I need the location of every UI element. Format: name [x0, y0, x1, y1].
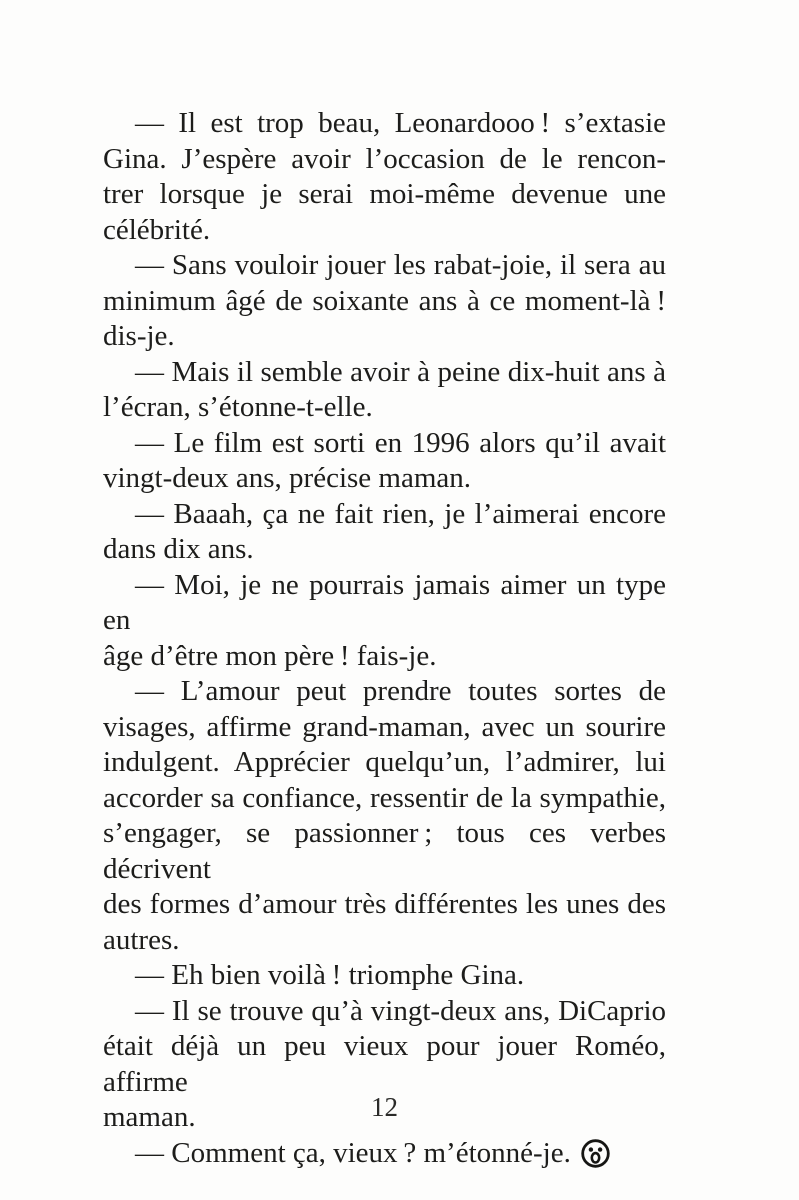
text-line: vingt-deux ans, précise maman.: [103, 462, 472, 494]
text-line: — Comment ça, vieux ? m’étonné-je.: [103, 1136, 666, 1172]
text-line: — Il se trouve qu’à vingt-deux ans, DiCaprio: [135, 994, 666, 1027]
text-line: — Eh bien voilà ! triomphe Gina.: [135, 959, 525, 991]
astonished-face-emoji: [580, 1138, 611, 1169]
text-line: maman.: [103, 1101, 196, 1133]
paragraph: [103, 958, 666, 994]
text-line: dans dix ans.: [103, 533, 254, 565]
text-line: Gina. J’espère avoir l’occasion de le rencon-: [103, 142, 666, 175]
text-line: dis-je.: [103, 320, 175, 352]
text-line: âge d’être mon père ! fais-je.: [103, 639, 437, 672]
text-line: — Baaah, ça ne fait rien, je l’aimerai encore: [135, 497, 666, 530]
text-line: célébrité.: [103, 213, 211, 246]
paragraph: [103, 106, 666, 248]
text-line: — Mais il semble avoir à peine dix-huit ans à: [135, 355, 666, 388]
text-line: l’écran, s’étonne-t-elle.: [103, 391, 373, 423]
page-text: [103, 106, 666, 1171]
paragraph: [103, 674, 666, 958]
text-line: — Moi, je ne pourrais jamais aimer un type en: [103, 568, 666, 636]
text-line: s’engager, se passionner ; tous ces verbes décrivent: [103, 817, 666, 885]
text-line: — Le film est sorti en 1996 alors qu’il avait: [135, 426, 666, 459]
text-line: visages, affirme grand-maman, avec un sourire: [103, 710, 666, 743]
text-line: — Il est trop beau, Leonardooo ! s’extasie: [135, 107, 666, 139]
paragraph: [103, 568, 666, 675]
text-line: autres.: [103, 923, 180, 956]
paragraph: [103, 497, 666, 568]
paragraph: [103, 355, 666, 426]
text-line: — Sans vouloir jouer les rabat-joie, il sera au: [135, 249, 666, 281]
paragraph: [103, 426, 666, 497]
text-line: minimum âgé de soixante ans à ce moment-là !: [103, 284, 666, 317]
paragraph: [103, 1136, 666, 1172]
text-line: était déjà un peu vieux pour jouer Roméo, affirme: [103, 1030, 666, 1098]
text-line: accorder sa confiance, ressentir de la sympathie,: [103, 781, 666, 814]
text-line: trer lorsque je serai moi-même devenue une: [103, 178, 666, 210]
text-line: des formes d’amour très différentes les unes des: [103, 888, 666, 920]
text-line: indulgent. Apprécier quelqu’un, l’admirer, lui: [103, 746, 666, 778]
page-number: 12: [371, 1092, 398, 1122]
text-line: — L’amour peut prendre toutes sortes de: [135, 675, 666, 707]
paragraph: [103, 248, 666, 355]
